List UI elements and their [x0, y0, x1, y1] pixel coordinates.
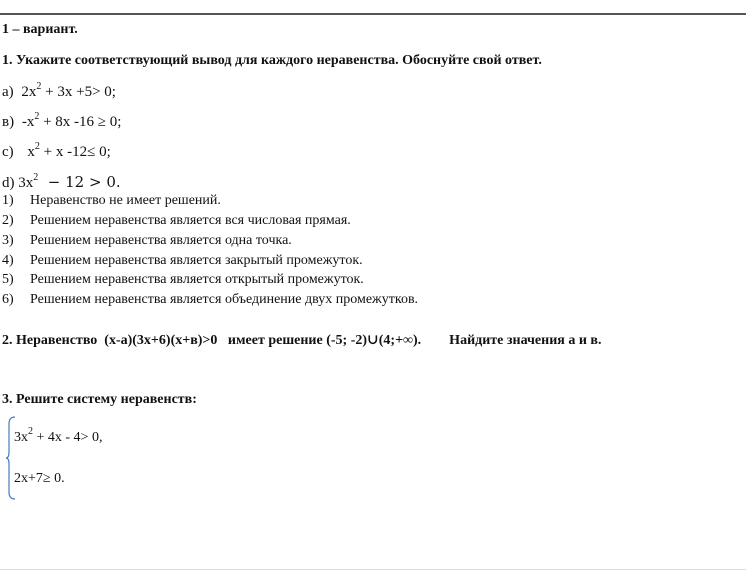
option-text: Решением неравенства является одна точка.: [30, 233, 292, 248]
equation-pre: 3x: [14, 430, 28, 445]
inequality-pre: 3x: [18, 175, 34, 191]
variant-heading: 1 – вариант.: [2, 22, 78, 37]
exponent: 2: [36, 81, 42, 92]
inequality-post: + 3x +5> 0;: [41, 84, 116, 100]
task2-text: 2. Неравенство (x-a)(3x+6)(x+в)>0 имеет решение (-5; -2)∪(4;+∞). Найдите значения а и в.: [2, 333, 602, 348]
option-text: Решением неравенства является вся числовая прямая.: [30, 213, 351, 228]
system-brace-icon: [6, 416, 16, 500]
option-2: [2, 213, 351, 229]
inequality-label: c): [2, 144, 14, 160]
inequality-b: [2, 111, 122, 131]
inequality-label: а): [2, 84, 14, 100]
option-number: 4): [2, 253, 14, 268]
inequality-c: [2, 141, 111, 161]
option-4: [2, 253, 363, 269]
inequality-d: [2, 173, 121, 192]
option-number: 3): [2, 233, 14, 248]
option-5: [2, 272, 364, 288]
system-equation-1: [14, 426, 103, 446]
inequality-pre: x: [27, 144, 35, 160]
option-number: 5): [2, 272, 14, 287]
option-number: 6): [2, 292, 14, 307]
option-1: [2, 193, 221, 209]
option-3: [2, 233, 292, 249]
inequality-post: + x -12≤ 0;: [39, 144, 111, 160]
exponent: 2: [28, 426, 33, 438]
inequality-pre: -x: [21, 114, 35, 130]
option-number: 1): [2, 193, 14, 208]
inequality-label: d): [2, 175, 15, 191]
option-text: Решением неравенства является объединение двух промежутков.: [30, 292, 419, 307]
task3-title: 3. Решите систему неравенств:: [2, 392, 197, 407]
equation-post: + 4x - 4> 0,: [33, 430, 103, 445]
inequality-label: в): [2, 114, 15, 130]
option-text: Неравенство не имеет решений.: [30, 193, 221, 208]
option-6: [2, 292, 418, 308]
top-rule: [0, 13, 746, 15]
exponent: 2: [33, 172, 39, 183]
option-text: Решением неравенства является закрытый промежуток.: [30, 253, 363, 268]
bottom-rule: [0, 569, 746, 570]
inequality-post: + 8x -16 ≥ 0;: [39, 114, 122, 130]
inequality-a: [2, 81, 116, 101]
system-equation-2: 2x+7≥ 0.: [14, 471, 65, 486]
task1-title: 1. Укажите соответствующий вывод для каждого неравенства. Обоснуйте свой ответ.: [2, 53, 542, 68]
inequality-post: − 12 > 0.: [38, 173, 121, 191]
inequality-pre: 2x: [21, 84, 37, 100]
option-number: 2): [2, 213, 14, 228]
exponent: 2: [34, 111, 40, 122]
exponent: 2: [34, 141, 40, 152]
option-text: Решением неравенства является открытый промежуток.: [30, 272, 364, 287]
